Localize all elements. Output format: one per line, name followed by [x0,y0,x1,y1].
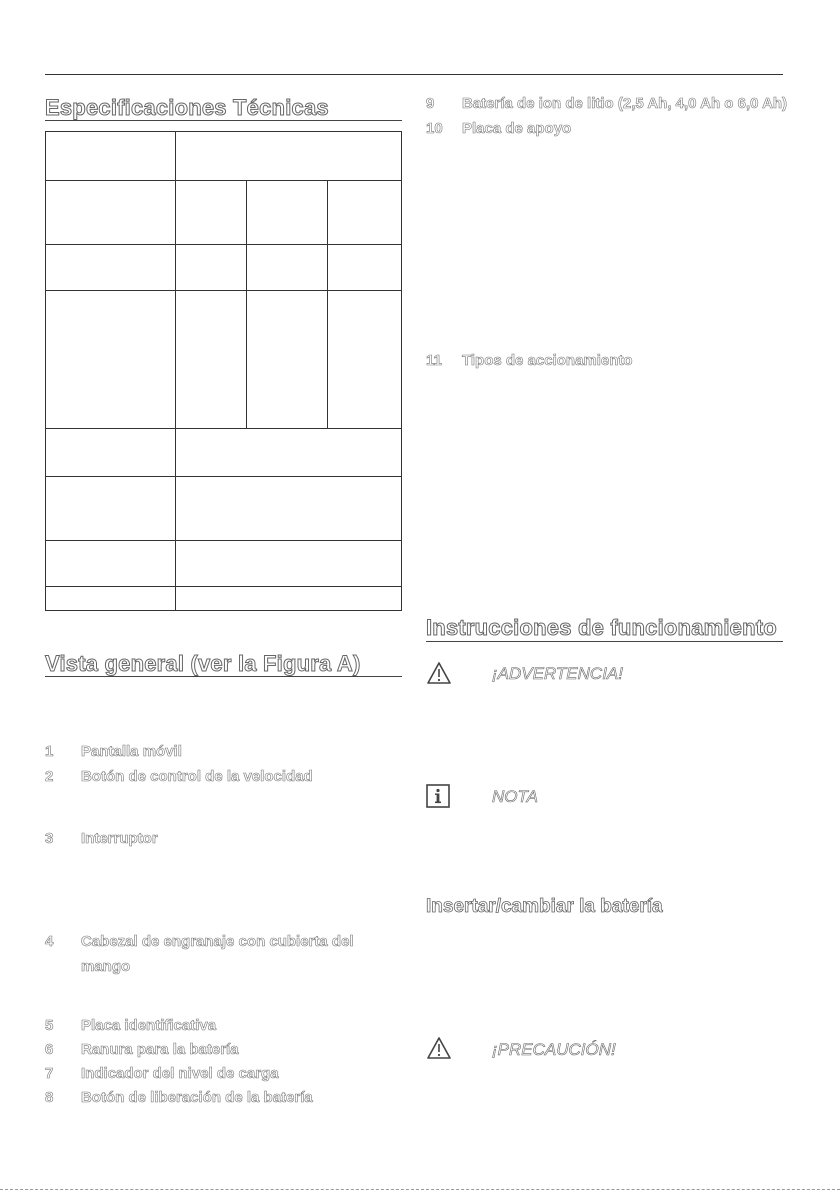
warning-triangle-icon [426,661,452,685]
info-box-icon [426,784,450,808]
battery-heading: Insertar/cambiar la batería [426,896,663,917]
header-rule [45,74,783,75]
operation-heading: Instrucciones de funcionamiento [426,615,777,640]
footer-rule [0,1189,840,1190]
caution-label: ¡PRECAUCIÓN! [492,1040,616,1059]
spec-table [45,131,402,611]
overview-heading-rule [45,676,402,677]
operation-heading-rule [426,641,783,642]
list-item-continuation: mango [81,958,131,975]
specs-heading: Especificaciones Técnicas [45,95,329,120]
warning-triangle-icon [426,1036,452,1060]
overview-heading: Vista general (ver la Figura A) [45,651,361,676]
note-label: NOTA [492,787,538,806]
specs-heading-rule [45,120,402,121]
warning-label: ¡ADVERTENCIA! [492,664,623,683]
